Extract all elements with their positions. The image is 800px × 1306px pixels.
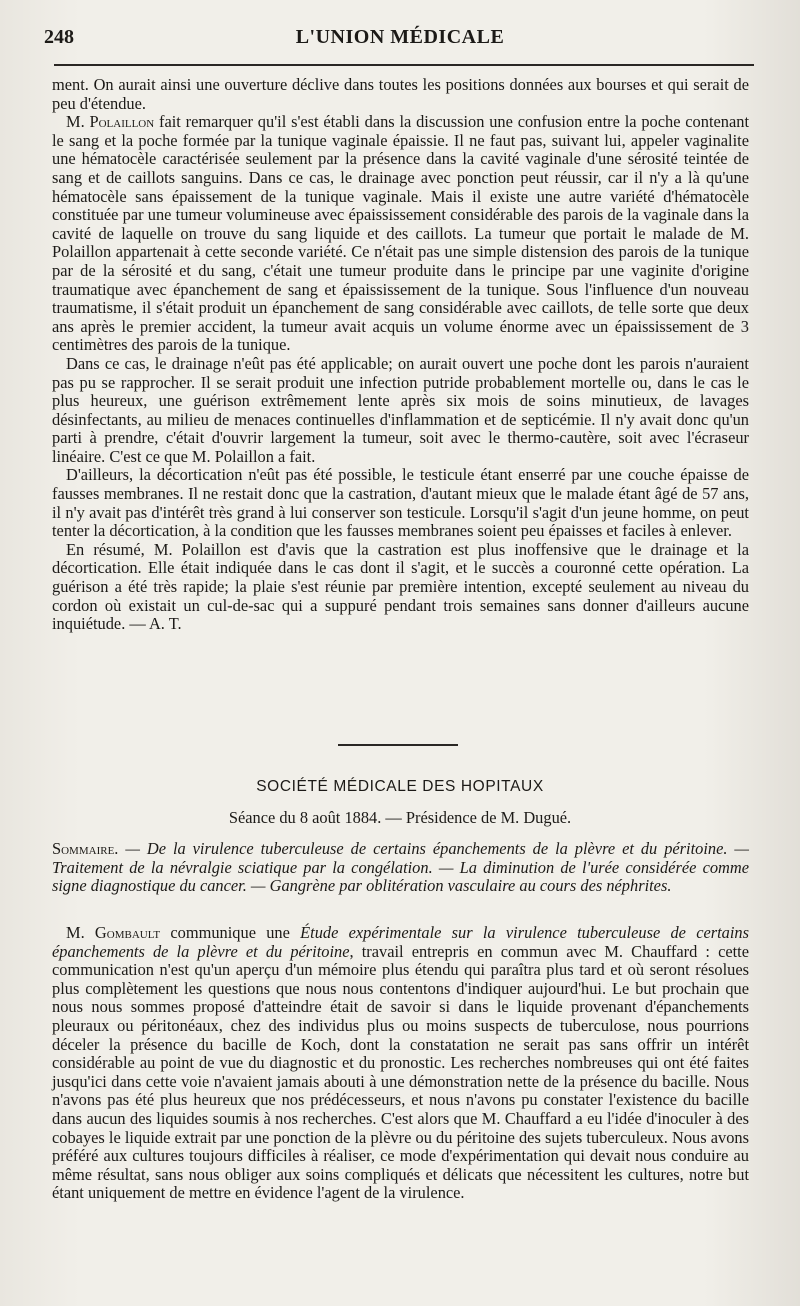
sommaire [52,840,749,896]
seance-line: Séance du 8 août 1884. — Présidence de M. Dugué. [228,808,572,827]
paragraph-decortication: D'ailleurs, la décortication n'eût pas été possible, le testicule étant enserré par une couche épaisse de fausses membranes. Il ne restait donc que la castration, d'autant mieux que le malade étant âgé de 57 ans, il n'y avait pas d'intérêt très grand à lui conserver son testicule. Lorsqu'il s'agit d'un jeune homme, on peut tenter la décortication, à la condition que les fausses membranes soient peu épaisses et faciles à enlever. [52,465,749,541]
speaker-name: M. Gombault [66,923,161,942]
paragraph-text: fait remarquer qu'il s'est établi dans la discussion une confusion entre la poche contenant le sang et la poche formée par la tunique vaginale épaissie. Il ne faut pas, suivant lui, appeler vaginalite une hématocèle caractérisée seulement par la présence dans la cavité vaginale d'une sérosité teintée de sang et de caillots sanguins. Dans ce cas, le drainage avec ponction peut réussir, car il n'y a là qu'une hématocèle sans épaissement de la tunique vaginale. Mais il existe une autre variété d'hématocèle constituée par une tumeur volumineuse avec épaississement considérable des parois de la vaginale dans la cavité de laquelle on trouve du sang liquide et des caillots. La tumeur que portait le malade de M. Polaillon appartenait à cette seconde variété. Ce n'était pas une simple distension des parois de la tunique par de la sérosité et du sang, c'était une tumeur produite dans le principe par une vaginite d'origine traumatique avec épanchement de sang et épaississement de la tunique. Sous l'influence d'un nouveau traumatisme, il s'était produit un épanchement de sang considérable avec caillots, de telle sorte que deux ans après le premier accident, la tumeur avait acquis un volume énorme avec un épaississement de 3 centimètres des parois de la tunique. [52,112,749,355]
discussion-text [52,76,749,634]
running-head: L'UNION MÉDICALE [295,26,505,48]
page-header [44,26,756,56]
paragraph-drainage: Dans ce cas, le drainage n'eût pas été applicable; on aurait ouvert une poche dont les parois n'auraient pas pu se rapprocher. Il se serait produit une infection putride probablement mortelle ou, dans le cas le plus heureux, une guérison extrêmement lente après six mois de soins minutieux, de lavages désinfectants, au milieu de menaces continuelles d'inflammation et de septicémie. Il n'y avait donc qu'un parti à prendre, c'était d'ouvrir largement la tumeur, soit avec le thermo-cautère, soit avec l'écraseur linéaire. C'est ce que M. Polaillon a fait. [52,353,749,466]
paragraph-resume: En résumé, M. Polaillon est d'avis que la castration est plus inoffensive que le drainage et la décortication. Elle était indiquée dans le cas dont il s'agit, et le succès a couronné cette opération. La guérison a été très rapide; la plaie s'est réunie par première intention, excepté seulement au niveau du cordon où existait un cul-de-sac qui a suppuré pendant trois semaines sans donner d'ailleurs aucune inquiétude. — A. T. [52,539,749,634]
sommaire-label: Sommaire. [52,839,119,858]
paragraph-text: , travail entrepris en commun avec M. Chauffard : cette communication n'est qu'un aperçu d'un mémoire plus étendu qui paraîtra plus tard et où seront résolues plus complètement les questions que nous nous contentons d'indiquer aujourd'hui. Le but prochain que nous nous sommes proposé d'atteindre était de savoir si dans le liquide provenant d'épanchements pleuraux ou péritonéaux, chez des individus plus ou moins suspects de tuberculose, nous pourrions déceler la présence du bacille de Koch, dont la constatation ne serait pas sans offrir un intérêt considérable au point de vue du diagnostic et du pronostic. Les recherches nombreuses qui ont été faites jusqu'ici dans cette voie n'avaient jamais abouti à une démonstration nette de la présence du bacille. Nous n'avons pas été plus heureux que nos prédécesseurs, et nous n'avons pu constater l'existence du bacille dans aucun des liquides soumis à nos recherches. C'est alors que M. Chauffard a eu l'idée d'inoculer à des cobayes le liquide extrait par une ponction de la plèvre ou du péritoine des sujets tuberculeux. Nous avons préféré aux cultures toujours difficiles à réaliser, ce mode d'expérimentation qui devait nous conduire au même résultat, sans nous obliger aux soins compliqués et délicats que nécessitent les cultures, notre but étant uniquement de mettre en évidence l'agent de la virulence. [52,941,749,1203]
paragraph-continuation: ment. On aurait ainsi une ouverture déclive dans toutes les positions données aux bourses et qui serait de peu d'étendue. [52,75,749,113]
sommaire-text: — De la virulence tuberculeuse de certains épanchements de la plèvre et du péritoine. — Traitement de la névralgie sciatique par la congélation. — La diminution de l'urée considérée comme signe diagnostique du cancer. — Gangrène par oblitération vasculaire au cours des néphrites. [52,839,749,896]
work-title: Étude expérimentale sur la virulence tuberculeuse de certains épanchements de la plèvre et du péritoine [52,923,749,961]
intro-text: communique une [160,923,301,942]
header-rule [54,64,754,66]
gombault-text [52,924,749,1203]
speaker-name: M. Polaillon [66,112,155,132]
section-divider [338,744,458,746]
paragraph-polaillon [52,113,749,355]
section-title: SOCIÉTÉ MÉDICALE DES HOPITAUX [256,778,544,795]
paragraph-gombault [52,924,749,1203]
page-number: 248 [44,26,74,48]
sommaire-paragraph [52,840,749,896]
